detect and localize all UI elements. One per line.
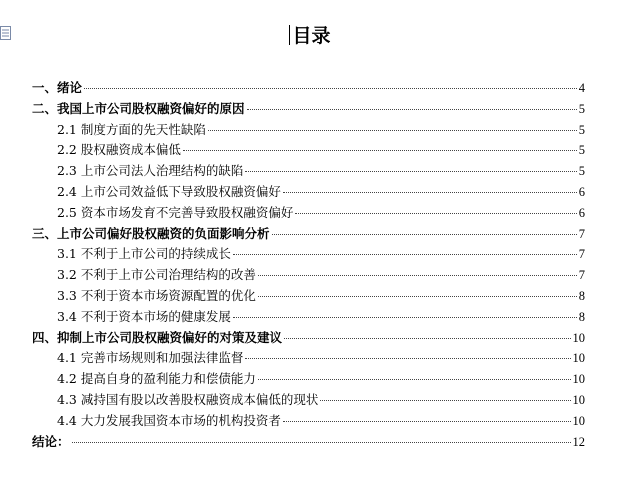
toc-page-number: 8 [578, 309, 585, 324]
toc-entry-title: 大力发展我国资本市场的机构投资者 [80, 412, 281, 428]
toc-entry-title: 三、上市公司偏好股权融资的负面影响分析 [32, 225, 270, 241]
toc-entry-title: 股权融资成本偏低 [80, 142, 181, 158]
toc-entry-title: 结论： [32, 433, 70, 449]
toc-section-entry[interactable] [32, 390, 585, 411]
toc-page-number: 7 [578, 247, 585, 262]
toc-dot-leader [295, 213, 576, 214]
toc-section-entry[interactable] [32, 140, 585, 161]
toc-entry-number: 4.2 [57, 371, 77, 387]
table-of-contents [32, 78, 585, 452]
toc-page-number: 12 [572, 434, 585, 449]
toc-entry-number: 2.4 [57, 183, 77, 199]
toc-entry-title: 二、我国上市公司股权融资偏好的原因 [32, 100, 245, 116]
toc-entry-title: 上市公司法人治理结构的缺陷 [80, 163, 244, 179]
toc-dot-leader [283, 421, 571, 422]
text-cursor [289, 25, 290, 45]
toc-entry-number: 2.1 [57, 121, 77, 137]
toc-chapter-entry[interactable] [32, 224, 585, 245]
toc-dot-leader [233, 254, 577, 255]
toc-dot-leader [258, 296, 577, 297]
toc-page-number: 8 [578, 288, 585, 303]
toc-entry-title: 不利于上市公司治理结构的改善 [80, 267, 256, 283]
toc-page-number: 6 [578, 184, 585, 199]
toc-section-entry[interactable] [32, 411, 585, 432]
toc-entry-title: 完善市场规则和加强法律监督 [80, 350, 244, 366]
page-title[interactable]: 目录 [292, 25, 331, 47]
toc-entry-number: 3.1 [57, 246, 77, 262]
toc-entry-title: 资本市场发育不完善导致股权融资偏好 [80, 204, 294, 220]
toc-entry-title: 提高自身的盈利能力和偿债能力 [80, 371, 256, 387]
toc-entry-number: 2.2 [57, 142, 77, 158]
toc-dot-leader [320, 400, 570, 401]
toc-page-number: 5 [578, 122, 585, 137]
toc-entry-number: 2.3 [57, 163, 77, 179]
toc-dot-leader [233, 317, 577, 318]
toc-page-number: 10 [572, 351, 585, 366]
toc-dot-leader [258, 275, 577, 276]
toc-chapter-entry[interactable] [32, 99, 585, 120]
toc-entry-number: 4.1 [57, 350, 77, 366]
toc-page-number: 10 [572, 330, 585, 345]
toc-dot-leader [183, 150, 577, 151]
toc-section-entry[interactable] [32, 286, 585, 307]
toc-page-number: 5 [578, 164, 585, 179]
toc-entry-number: 4.3 [57, 391, 77, 407]
toc-entry-title: 减持国有股以改善股权融资成本偏低的现状 [80, 391, 319, 407]
toc-dot-leader [208, 130, 577, 131]
toc-section-entry[interactable] [32, 203, 585, 224]
toc-dot-leader [245, 358, 570, 359]
toc-entry-number: 2.5 [57, 204, 77, 220]
toc-entry-number: 4.4 [57, 412, 77, 428]
toc-section-entry[interactable] [32, 265, 585, 286]
toc-entry-title: 上市公司效益低下导致股权融资偏好 [80, 183, 281, 199]
toc-entry-number: 3.2 [57, 267, 77, 283]
toc-dot-leader [284, 338, 570, 339]
toc-entry-number: 3.4 [57, 308, 77, 324]
toc-section-entry[interactable] [32, 120, 585, 141]
toc-dot-leader [245, 171, 576, 172]
toc-page-number: 10 [572, 413, 585, 428]
toc-dot-leader [247, 109, 577, 110]
toc-chapter-entry[interactable] [32, 78, 585, 99]
title-area [0, 24, 620, 48]
toc-entry-title: 不利于资本市场的健康发展 [80, 308, 231, 324]
toc-page-number: 10 [572, 392, 585, 407]
toc-entry-title: 制度方面的先天性缺陷 [80, 121, 206, 137]
toc-entry-title: 不利于资本市场资源配置的优化 [80, 287, 256, 303]
toc-dot-leader [283, 192, 577, 193]
toc-section-entry[interactable] [32, 307, 585, 328]
toc-chapter-entry[interactable] [32, 328, 585, 349]
toc-section-entry[interactable] [32, 161, 585, 182]
toc-page-number: 5 [578, 143, 585, 158]
toc-section-entry[interactable] [32, 244, 585, 265]
toc-dot-leader [272, 234, 577, 235]
toc-page-number: 7 [578, 268, 585, 283]
toc-dot-leader [72, 442, 571, 443]
toc-page-number: 10 [572, 372, 585, 387]
toc-section-entry[interactable] [32, 348, 585, 369]
toc-entry-title: 不利于上市公司的持续成长 [80, 246, 231, 262]
toc-dot-leader [84, 88, 577, 89]
toc-entry-title: 四、抑制上市公司股权融资偏好的对策及建议 [32, 329, 283, 345]
toc-chapter-entry[interactable] [32, 432, 585, 453]
toc-page-number: 4 [578, 81, 585, 95]
toc-page-number: 6 [578, 205, 585, 220]
toc-dot-leader [258, 379, 571, 380]
toc-section-entry[interactable] [32, 182, 585, 203]
toc-section-entry[interactable] [32, 369, 585, 390]
toc-entry-title: 一、绪论 [32, 80, 83, 95]
toc-page-number: 7 [578, 226, 585, 241]
toc-entry-number: 3.3 [57, 287, 77, 303]
toc-page-number: 5 [578, 101, 585, 116]
